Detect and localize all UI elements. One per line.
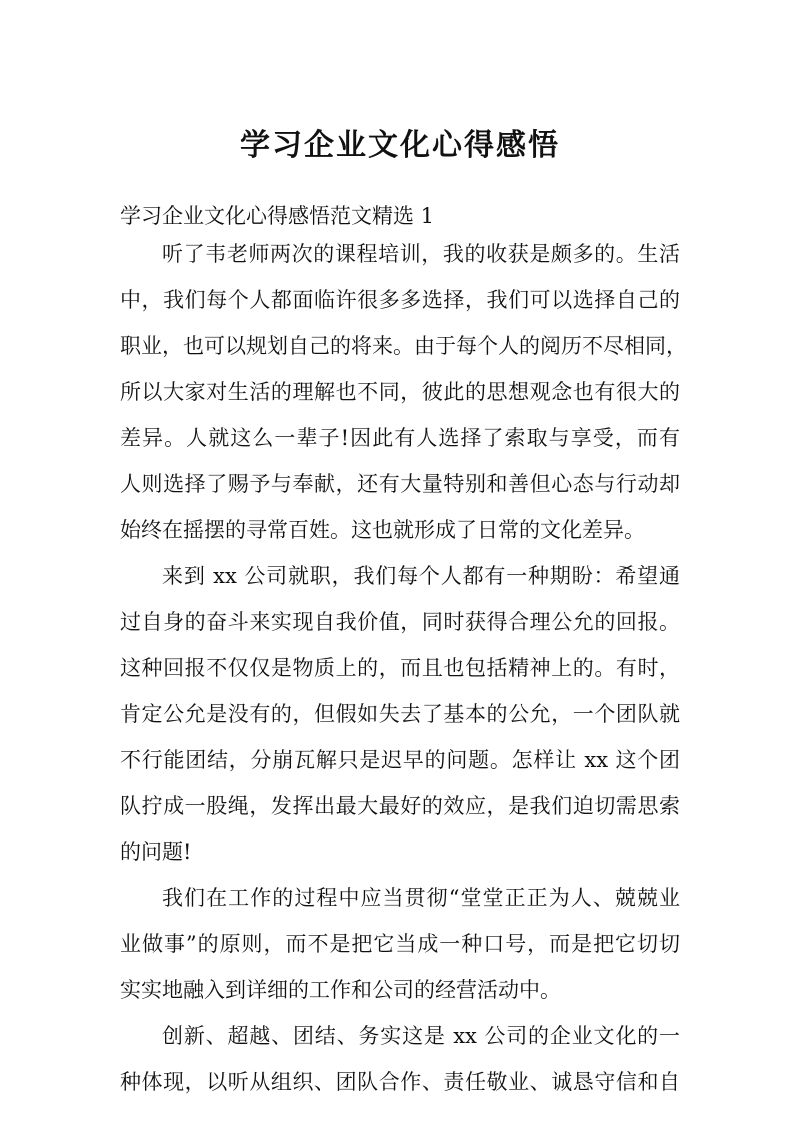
paragraph-line: 听了韦老师两次的课程培训，我的收获是颇多的。生活 [162, 242, 680, 266]
paragraph-line: 所以大家对生活的理解也不同，彼此的思想观念也有很大的 [120, 380, 680, 404]
paragraph-line: 职业，也可以规划自己的将来。由于每个人的阅历不尽相同， [120, 334, 687, 358]
paragraph-line: 队拧成一股绳，发挥出最大最好的效应，是我们迫切需思索 [120, 794, 680, 818]
paragraph-line: 创新、超越、团结、务实这是 xx 公司的企业文化的一 [162, 1024, 680, 1048]
paragraph-line: 过自身的奋斗来实现自我价值，同时获得合理公允的回报。 [120, 610, 680, 634]
paragraph-line: 业做事”的原则，而不是把它当成一种口号，而是把它切切 [120, 932, 680, 956]
paragraph-line: 中，我们每个人都面临许很多多选择，我们可以选择自己的 [120, 288, 680, 312]
paragraph-line: 我们在工作的过程中应当贯彻“堂堂正正为人、兢兢业 [162, 886, 680, 910]
paragraph-line: 差异。人就这么一辈子!因此有人选择了索取与享受，而有 [120, 426, 680, 450]
document-title: 学习企业文化心得感悟 [240, 128, 560, 163]
paragraph-line: 的问题! [120, 840, 192, 864]
paragraph-line: 始终在摇摆的寻常百姓。这也就形成了日常的文化差异。 [120, 518, 645, 542]
paragraph-line: 种体现，以听从组织、团队合作、责任敬业、诚恳守信和自 [120, 1070, 680, 1094]
paragraph-line: 肯定公允是没有的，但假如失去了基本的公允，一个团队就 [120, 702, 680, 726]
paragraph-line: 来到 xx 公司就职，我们每个人都有一种期盼：希望通 [162, 564, 680, 588]
document-subtitle: 学习企业文化心得感悟范文精选 1 [120, 204, 435, 228]
paragraph-line: 不行能团结，分崩瓦解只是迟早的问题。怎样让 xx 这个团 [120, 748, 680, 772]
paragraph-line: 实实地融入到详细的工作和公司的经营活动中。 [120, 978, 561, 1002]
paragraph-line: 这种回报不仅仅是物质上的，而且也包括精神上的。有时， [120, 656, 680, 680]
paragraph-line: 人则选择了赐予与奉献，还有大量特别和善但心态与行动却 [120, 472, 680, 496]
